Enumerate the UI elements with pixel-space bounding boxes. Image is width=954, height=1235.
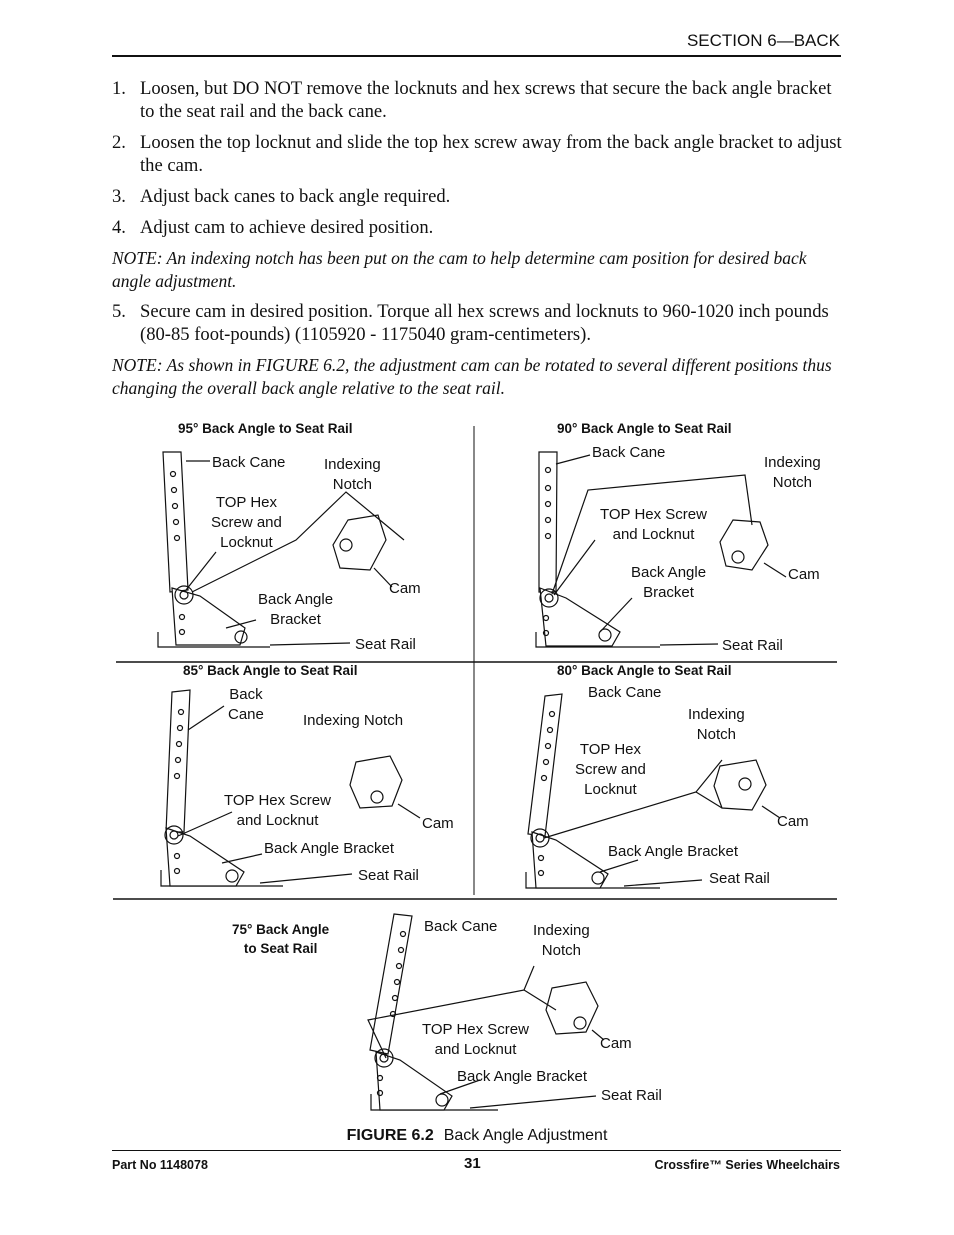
footer-part-number: Part No 1148078: [112, 1158, 208, 1172]
section-header: SECTION 6—BACK: [686, 31, 840, 50]
panel-95-back-cane-label: Back Cane: [212, 454, 286, 471]
panel-80-bracket-label: Back Angle Bracket: [608, 843, 739, 860]
panel-90-back-cane-label: Back Cane: [592, 444, 666, 461]
panel-80-top-hex-label: TOP Hex Screw and Locknut: [575, 741, 646, 798]
panel-75-indexing-notch-label: Indexing Notch: [533, 922, 590, 959]
panel-85-indexing-notch-label: Indexing Notch: [303, 712, 404, 729]
panel-90-top-hex-label: TOP Hex Screw and Locknut: [600, 506, 707, 543]
step-text: Adjust cam to achieve desired position.: [140, 217, 434, 238]
step-number: 1.: [112, 78, 126, 99]
panel-75-bracket-label: Back Angle Bracket: [457, 1068, 588, 1085]
figure-caption-number: FIGURE 6.2: [346, 1127, 434, 1144]
footer-page-number: 31: [464, 1155, 481, 1172]
panel-95-top-hex-label: TOP Hex Screw and Locknut: [211, 494, 282, 551]
panel-90-cam-label: Cam: [788, 566, 820, 583]
panel-85-cam-label: Cam: [422, 815, 454, 832]
panel-75-top-hex-label: TOP Hex Screw and Locknut: [422, 1021, 529, 1058]
note-figure-reference: NOTE: As shown in FIGURE 6.2, the adjustment cam can be rotated to several different positions thus changing the overall back angle relative to the seat rail.: [112, 355, 832, 398]
panel-80-back-cane-label: Back Cane: [588, 684, 662, 701]
step-number: 4.: [112, 217, 126, 238]
panel-95-indexing-notch-label: Indexing Notch: [324, 456, 381, 493]
panel-85-seat-rail-label: Seat Rail: [358, 867, 419, 884]
step-number: 3.: [112, 186, 126, 207]
panel-95-bracket-label: Back Angle Bracket: [258, 591, 334, 628]
panel-85-back-cane-label: Back Cane: [228, 686, 264, 723]
figure-caption: [0, 1127, 954, 1145]
panel-95-title: 95° Back Angle to Seat Rail: [178, 421, 353, 436]
panel-75-cam-label: Cam: [600, 1035, 632, 1052]
panel-85-bracket-label: Back Angle Bracket: [264, 840, 395, 857]
panel-95-seat-rail-label: Seat Rail: [355, 636, 416, 653]
step-number: 2.: [112, 132, 126, 153]
panel-85-top-hex-label: TOP Hex Screw and Locknut: [224, 792, 331, 829]
panel-85-title: 85° Back Angle to Seat Rail: [183, 663, 358, 678]
panel-80-title: 80° Back Angle to Seat Rail: [557, 663, 732, 678]
figure-caption-text: Back Angle Adjustment: [443, 1127, 608, 1144]
step-text: Adjust back canes to back angle required.: [140, 186, 451, 207]
step-text: Loosen, but DO NOT remove the locknuts and hex screws that secure the back angle bracket to the seat rail and the back cane.: [140, 78, 832, 122]
panel-95-cam-label: Cam: [389, 580, 421, 597]
panel-90-indexing-notch-label: Indexing Notch: [764, 454, 821, 491]
step-text: Secure cam in desired position. Torque all hex screws and locknuts to 960-1020 inch pounds (80-85 foot-pounds) (1105920 - 1175040 gram-centimeters).: [140, 301, 829, 345]
panel-80-cam-label: Cam: [777, 813, 809, 830]
panel-90-title: 90° Back Angle to Seat Rail: [557, 421, 732, 436]
footer-rule: [112, 1150, 841, 1151]
panel-90-seat-rail-label: Seat Rail: [722, 637, 783, 654]
panel-75-title: 75° Back Angle to Seat Rail: [232, 922, 330, 956]
panel-90-bracket-label: Back Angle Bracket: [631, 564, 707, 601]
note-indexing-notch: NOTE: An indexing notch has been put on the cam to help determine cam position for desired back angle adjustment.: [112, 248, 807, 291]
step-number: 5.: [112, 301, 126, 322]
footer-product-name: Crossfire™ Series Wheelchairs: [654, 1158, 840, 1172]
panel-75-seat-rail-label: Seat Rail: [601, 1087, 662, 1104]
step-text: Loosen the top locknut and slide the top hex screw away from the back angle bracket to adjust the cam.: [140, 132, 842, 176]
panel-80-seat-rail-label: Seat Rail: [709, 870, 770, 887]
panel-75-back-cane-label: Back Cane: [424, 918, 498, 935]
panel-80-indexing-notch-label: Indexing Notch: [688, 706, 745, 743]
